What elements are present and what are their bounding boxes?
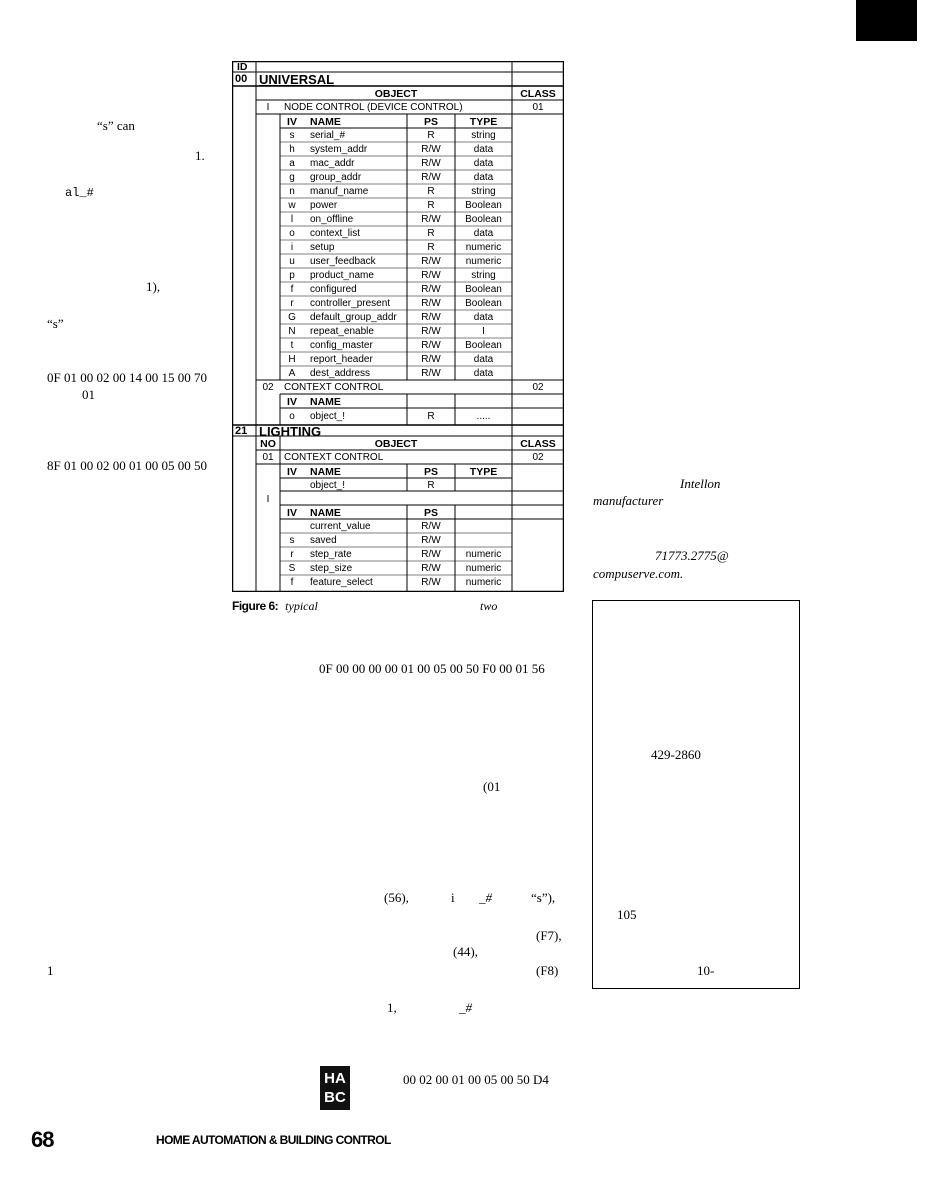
table-row-ps: R/W (421, 298, 441, 309)
corner-block (856, 0, 917, 41)
ps-header: PS (423, 466, 438, 478)
table-row-name: manuf_name (310, 186, 369, 197)
table-row-type: Boolean (465, 214, 502, 225)
figure-caption (232, 599, 498, 614)
table-row-ps: R/W (421, 284, 441, 295)
table-row-iv: h (289, 144, 295, 155)
text-fragment: (F7), (536, 928, 562, 943)
text-fragment: 105 (617, 907, 637, 922)
iv-header: IV (287, 116, 297, 128)
table-row-iv: H (288, 354, 296, 365)
table-row-name: context_list (310, 228, 361, 239)
table-row-type: I (482, 326, 485, 337)
text-fragment: (F8) (536, 963, 559, 978)
table-row-type: data (473, 354, 494, 365)
table-row-ps: R/W (421, 549, 441, 560)
figure-caption-text: typical (285, 599, 318, 613)
text-fragment: “s”), (531, 890, 556, 905)
table-row-name: setup (310, 242, 335, 253)
table-row-type: data (473, 144, 494, 155)
table-row-name: object_! (310, 480, 346, 491)
id-header: ID (237, 61, 248, 73)
table-row-name: default_group_addr (310, 312, 397, 323)
table-row-type: ..... (476, 411, 491, 422)
table-row-name: object_! (310, 411, 346, 422)
figure-caption-label: Figure 6: (232, 599, 279, 613)
table-row-type: Boolean (465, 298, 502, 309)
table-row-ps: R/W (421, 214, 441, 225)
table-row-name: controller_present (310, 298, 391, 309)
table-row-iv: o (289, 228, 295, 239)
class-header: CLASS (520, 88, 556, 100)
table-row-name: power (310, 200, 338, 211)
name-header: NAME (310, 466, 341, 478)
table-row-iv: S (288, 563, 296, 574)
table-row-name: report_header (310, 354, 373, 365)
table-row-ps: R (427, 130, 435, 141)
table-row-name: product_name (310, 270, 374, 281)
lighting-id: 21 (235, 425, 248, 437)
universal-id: 00 (235, 73, 248, 85)
text-fragment: 1), (146, 279, 161, 294)
class-header: CLASS (520, 438, 556, 450)
table-row-iv: r (290, 549, 294, 560)
text-fragment: Intellon (680, 476, 721, 491)
text-fragment: 1, (387, 1000, 397, 1015)
text-fragment: i (451, 890, 455, 905)
text-fragment: 71773.2775@ (655, 548, 729, 563)
text-fragment: manufacturer (593, 493, 664, 508)
table-row-iv: f (290, 577, 294, 588)
table-row-ps: R/W (421, 172, 441, 183)
context-control-name: CONTEXT CONTROL (284, 452, 384, 463)
table-row-name: feature_select (310, 577, 373, 588)
table-row-ps: R (427, 480, 435, 491)
table-row-type: data (473, 312, 494, 323)
table-row-iv: t (290, 340, 294, 351)
sidebar-box (592, 600, 800, 989)
logo-line: HA (324, 1070, 346, 1087)
table-row-iv: N (288, 326, 296, 337)
table-row-ps: R/W (421, 340, 441, 351)
table-row-type: Boolean (465, 284, 502, 295)
footer-title: HOME AUTOMATION & BUILDING CONTROL (156, 1133, 391, 1147)
ps-header: PS (423, 507, 438, 519)
table-row-iv: s (289, 130, 295, 141)
text-fragment: (56), (384, 890, 409, 905)
table-row-type: data (473, 158, 494, 169)
table-row-ps: R (427, 200, 435, 211)
habc-logo (320, 1066, 350, 1110)
table-row-ps: R (427, 186, 435, 197)
type-header: TYPE (469, 116, 498, 128)
table-row-name: step_size (310, 563, 353, 574)
context-control-class: 02 (532, 452, 544, 463)
iv-header: IV (287, 507, 297, 519)
text-fragment: 01 (82, 387, 95, 402)
table-row-iv: n (289, 186, 295, 197)
table-row-type: numeric (465, 242, 502, 253)
table-row-type: Boolean (465, 340, 502, 351)
name-header: NAME (310, 507, 341, 519)
text-fragment: _# (459, 1000, 472, 1015)
table-row-iv: i (290, 242, 294, 253)
figure-table (232, 61, 564, 592)
table-row-type: numeric (465, 549, 502, 560)
text-fragment: compuserve.com. (593, 566, 684, 581)
no-header: NO (260, 438, 276, 450)
text-fragment: 0F 01 00 02 00 14 00 15 00 70 (47, 370, 207, 385)
table-row-iv: g (289, 172, 295, 183)
table-row-ps: R/W (421, 577, 441, 588)
table-row-type: Boolean (465, 200, 502, 211)
text-fragment: al_# (65, 186, 94, 200)
table-row-type: data (473, 172, 494, 183)
iv-header: IV (287, 396, 297, 408)
table-row-type: numeric (465, 577, 502, 588)
table-row-type: numeric (465, 563, 502, 574)
table-row-type: numeric (465, 256, 502, 267)
table-row-iv: l (290, 214, 294, 225)
node-control-class: 01 (532, 102, 544, 113)
table-row-type: string (471, 130, 496, 141)
table-row-ps: R/W (421, 256, 441, 267)
table-row-name: system_addr (310, 144, 368, 155)
table-row-iv: G (288, 312, 296, 323)
table-row-ps: R/W (421, 354, 441, 365)
text-fragment: (44), (453, 944, 478, 959)
table-row-type: string (471, 186, 496, 197)
iv-header: IV (287, 466, 297, 478)
table-row-ps: R (427, 242, 435, 253)
table-row-name: dest_address (310, 368, 371, 379)
universal-title: UNIVERSAL (259, 72, 335, 87)
context-control-class: 02 (532, 382, 544, 393)
text-fragment: “s” (47, 316, 64, 331)
page-number: 68 (31, 1127, 54, 1152)
name-header: NAME (310, 396, 341, 408)
table-row-ps: R/W (421, 326, 441, 337)
table-row-ps: R/W (421, 368, 441, 379)
text-fragment: 8F 01 00 02 00 01 00 05 00 50 (47, 458, 207, 473)
table-row-iv: o (289, 411, 295, 422)
object-no: I (266, 494, 270, 505)
object-header: OBJECT (374, 438, 418, 450)
table-row-ps: R/W (421, 521, 441, 532)
object-header: OBJECT (374, 88, 418, 100)
text-fragment: 00 02 00 01 00 05 00 50 D4 (403, 1072, 549, 1087)
node-control-no: I (266, 102, 270, 113)
table-row-name: step_rate (310, 549, 352, 560)
table-row-ps: R/W (421, 535, 441, 546)
text-fragment: (01 (483, 779, 501, 794)
table-row-iv: a (289, 158, 295, 169)
text-fragment: 429-2860 (651, 747, 701, 762)
table-row-name: saved (310, 535, 337, 546)
ps-header: PS (423, 116, 438, 128)
table-row-name: config_master (310, 340, 373, 351)
logo-line: BC (324, 1089, 346, 1106)
text-fragment: _# (479, 890, 492, 905)
table-row-ps: R (427, 228, 435, 239)
text-fragment: 1 (47, 963, 54, 978)
table-row-ps: R (427, 411, 435, 422)
type-header: TYPE (469, 466, 498, 478)
table-row-name: mac_addr (310, 158, 355, 169)
table-row-ps: R/W (421, 270, 441, 281)
table-row-type: data (473, 368, 494, 379)
text-fragment: 10- (697, 963, 715, 978)
table-row-iv: f (290, 284, 294, 295)
table-row-ps: R/W (421, 158, 441, 169)
table-row-ps: R/W (421, 312, 441, 323)
table-row-iv: r (290, 298, 294, 309)
figure-caption-text: two (480, 599, 498, 613)
table-row-name: configured (310, 284, 357, 295)
table-row-iv: u (289, 256, 295, 267)
table-row-iv: s (289, 535, 295, 546)
table-row-name: on_offline (310, 214, 354, 225)
text-fragment: “s” can (97, 118, 135, 133)
table-row-type: data (473, 228, 494, 239)
table-row-ps: R/W (421, 563, 441, 574)
context-control-name: CONTEXT CONTROL (284, 382, 384, 393)
text-fragment: 0F 00 00 00 00 01 00 05 00 50 F0 00 01 56 (319, 661, 545, 676)
table-row-name: user_feedback (310, 256, 376, 267)
table-row-iv: w (288, 200, 296, 211)
table-row-name: current_value (310, 521, 371, 532)
table-row-iv: p (289, 270, 295, 281)
name-header: NAME (310, 116, 341, 128)
lighting-title: LIGHTING (259, 424, 322, 439)
table-row-ps: R/W (421, 144, 441, 155)
text-fragment: 1. (195, 148, 205, 163)
context-control-no: 02 (262, 382, 274, 393)
table-row-iv: A (288, 368, 296, 379)
table-row-name: group_addr (310, 172, 362, 183)
table-row-type: string (471, 270, 496, 281)
table-row-name: repeat_enable (310, 326, 374, 337)
table-row-name: serial_# (310, 130, 346, 141)
node-control-name: NODE CONTROL (DEVICE CONTROL) (284, 102, 463, 113)
context-control-no: 01 (262, 452, 274, 463)
